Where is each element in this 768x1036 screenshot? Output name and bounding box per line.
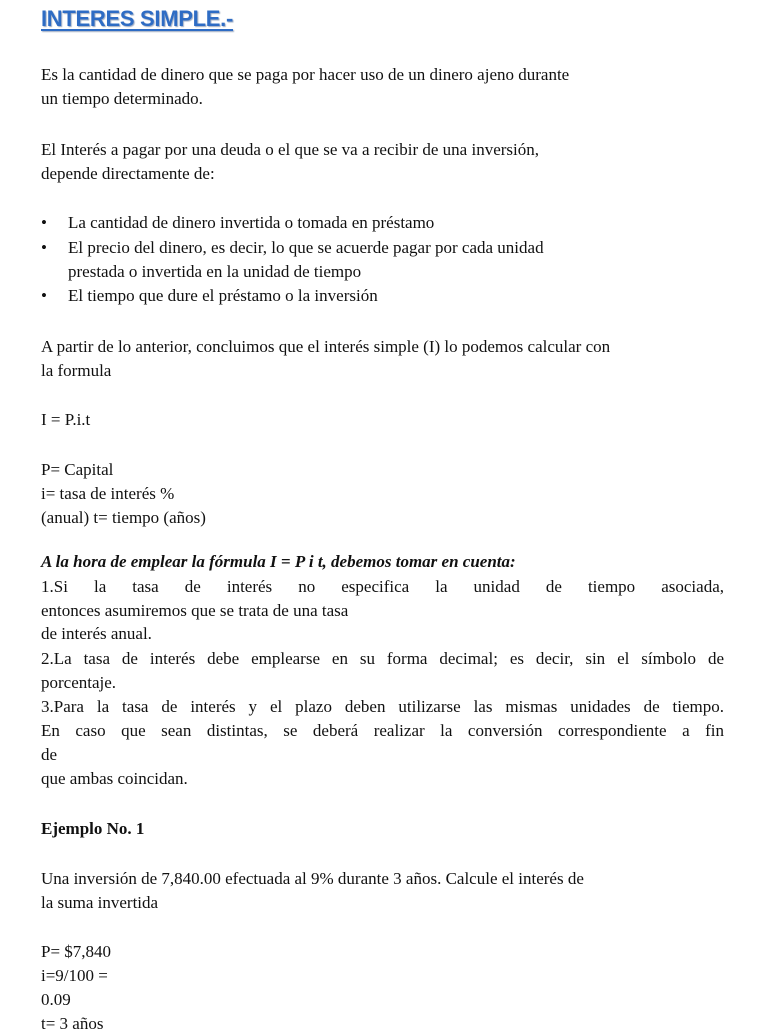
conclusion-line-2: la formula bbox=[41, 361, 112, 380]
conclusion-line-1: A partir de lo anterior, concluimos que el interés simple (I) lo podemos calcular con bbox=[41, 337, 611, 356]
example-text-line-2: la suma invertida bbox=[41, 893, 159, 912]
bullet-item-2-continued: prestada o invertida en la unidad de tiempo bbox=[68, 262, 362, 281]
example-heading: Ejemplo No. 1 bbox=[41, 819, 145, 838]
example-value-time: t= 3 años bbox=[41, 1014, 104, 1033]
bullet-marker: • bbox=[41, 286, 47, 305]
example-value-decimal: 0.09 bbox=[41, 990, 71, 1009]
example-value-capital: P= $7,840 bbox=[41, 942, 112, 961]
depends-line-2: depende directamente de: bbox=[41, 164, 215, 183]
rule-2-line-2: porcentaje. bbox=[41, 673, 117, 692]
rule-3-line-1: 3.Para la tasa de interés y el plazo deben utilizarse las mismas unidades de tiempo. bbox=[41, 697, 724, 716]
intro-line-1: Es la cantidad de dinero que se paga por hacer uso de un dinero ajeno durante bbox=[41, 65, 570, 84]
bullet-marker: • bbox=[41, 213, 47, 232]
rule-3-line-2: En caso que sean distintas, se deberá realizar la conversión correspondiente a fin bbox=[41, 721, 724, 740]
rule-2-line-1: 2.La tasa de interés debe emplearse en su forma decimal; es decir, sin el símbolo de bbox=[41, 649, 724, 668]
page-title: INTERES SIMPLE.- bbox=[41, 6, 233, 31]
depends-line-1: El Interés a pagar por una deuda o el que se va a recibir de una inversión, bbox=[41, 140, 539, 159]
bullet-marker: • bbox=[41, 238, 47, 257]
rule-1-line-3: de interés anual. bbox=[41, 624, 152, 643]
rule-3-line-3: de bbox=[41, 745, 58, 764]
bullet-item-1: La cantidad de dinero invertida o tomada en préstamo bbox=[68, 213, 435, 232]
bullet-item-2: El precio del dinero, es decir, lo que se acuerde pagar por cada unidad bbox=[68, 238, 544, 257]
variable-capital: P= Capital bbox=[41, 460, 114, 479]
formula: I = P.i.t bbox=[41, 410, 91, 429]
example-value-rate: i=9/100 = bbox=[41, 966, 108, 985]
intro-line-2: un tiempo determinado. bbox=[41, 89, 203, 108]
variable-time: (anual) t= tiempo (años) bbox=[41, 508, 206, 527]
example-text-line-1: Una inversión de 7,840.00 efectuada al 9% durante 3 años. Calcule el interés de bbox=[41, 869, 584, 888]
rule-1-line-2: entonces asumiremos que se trata de una tasa bbox=[41, 601, 349, 620]
rule-3-line-4: que ambas coincidan. bbox=[41, 769, 188, 788]
rule-1-line-1: 1.Si la tasa de interés no especifica la unidad de tiempo asociada, bbox=[41, 577, 724, 596]
rules-heading: A la hora de emplear la fórmula I = P i t, debemos tomar en cuenta: bbox=[41, 552, 516, 571]
bullet-item-3: El tiempo que dure el préstamo o la inversión bbox=[68, 286, 378, 305]
variable-rate: i= tasa de interés % bbox=[41, 484, 175, 503]
